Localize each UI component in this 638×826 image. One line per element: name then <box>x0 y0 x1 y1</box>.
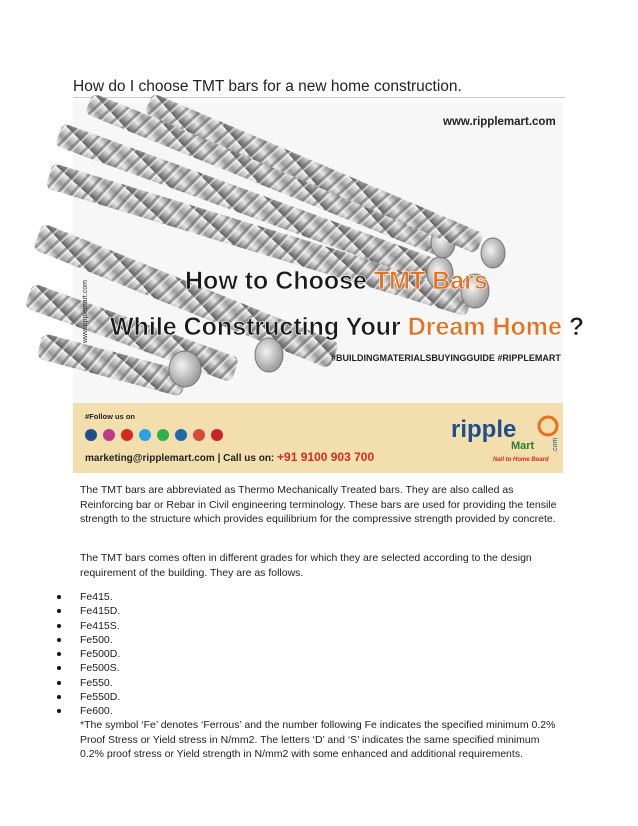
banner-image <box>73 103 585 473</box>
intro-paragraph: The TMT bars are abbreviated as Thermo Mechanically Treated bars. They are also called as Reinforcing bar or Rebar in Civil engineering terminology. These bars are used for providing the tensile strength to the structure which provides equilibrium for the compressive strength provided by concrete. <box>80 484 557 525</box>
bullet-icon <box>57 681 61 685</box>
svg-text:Mart: Mart <box>511 440 535 452</box>
instagram-icon <box>103 429 115 441</box>
list-item: Fe500. <box>0 633 600 647</box>
list-item: Fe500D. <box>0 647 600 661</box>
bullet-icon <box>57 595 61 599</box>
title-divider <box>73 97 565 98</box>
whatsapp-icon <box>157 429 169 441</box>
list-item: Fe550. <box>0 676 600 690</box>
follow-label: #Follow us on <box>85 412 135 421</box>
bullet-icon <box>57 709 61 713</box>
pinterest-icon <box>211 429 223 441</box>
bullet-icon <box>57 652 61 656</box>
youtube-icon <box>121 429 133 441</box>
list-item: Fe500S. <box>0 661 600 675</box>
page-title: How do I choose TMT bars for a new home construction. <box>73 78 462 95</box>
banner-hashtags: #BUILDINGMATERIALSBUYINGGUIDE #RIPPLEMART <box>331 353 561 363</box>
svg-text:Nail to Home Board: Nail to Home Board <box>493 457 549 463</box>
list-item: Fe600. <box>0 704 600 718</box>
bullet-icon <box>57 609 61 613</box>
banner-website: www.ripplemart.com <box>443 116 556 128</box>
grades-list <box>0 590 600 719</box>
bullet-icon <box>57 638 61 642</box>
banner-headline-line1: How to Choose TMT Bars <box>185 267 488 295</box>
list-item: Fe415D. <box>0 604 600 618</box>
svg-text:.com: .com <box>552 437 559 453</box>
grades-intro-paragraph: The TMT bars comes often in different grades for which they are selected according to the design requirement of the building. They are as follows. <box>80 552 532 579</box>
bullet-icon <box>57 695 61 699</box>
banner-headline-line2: While Constructing Your Dream Home ? <box>110 313 585 341</box>
facebook-icon <box>85 429 97 441</box>
bullet-icon <box>57 666 61 670</box>
google-plus-icon <box>193 429 205 441</box>
bullet-icon <box>57 624 61 628</box>
grade-footnote: *The symbol ‘Fe’ denotes ‘Ferrous’ and the number following Fe indicates the specified minimum 0.2% Proof Stress or Yield stress in N/mm2. The letters ‘D’ and ‘S’ indicates the same specified minimum 0.2% proof stress or Yield strength in N/mm2 with some enhanced and additional requirements. <box>80 719 556 760</box>
linkedin-icon <box>175 429 187 441</box>
list-item: Fe415S. <box>0 619 600 633</box>
contact-line: marketing@ripplemart.com | Call us on: +91 9100 903 700 <box>85 450 375 464</box>
svg-text:ripple: ripple <box>451 416 517 443</box>
twitter-icon <box>139 429 151 441</box>
list-item: Fe415. <box>0 590 600 604</box>
list-item: Fe550D. <box>0 690 600 704</box>
banner-side-text: www.ripplemart.com <box>82 279 89 343</box>
